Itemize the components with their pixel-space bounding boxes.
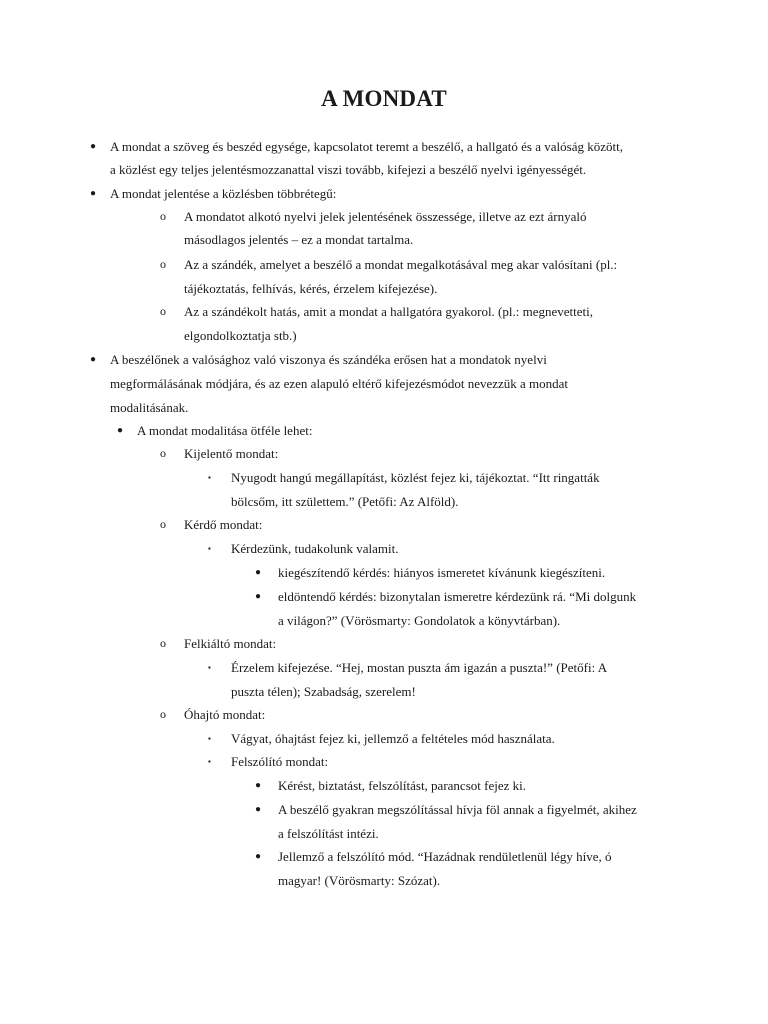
bullet-square-icon: ▪	[208, 473, 211, 482]
bullet-circle-icon: o	[160, 517, 166, 531]
list-item-line: Kérdő mondat:	[184, 517, 263, 532]
list-item-line: A mondatot alkotó nyelvi jelek jelentésének összessége, illetve az ezt árnyaló	[184, 209, 587, 224]
bullet-circle-icon: o	[160, 257, 166, 271]
list-item-line: Jellemző a felszólító mód. “Hazádnak rendületlenül légy híve, ó	[278, 849, 612, 864]
bullet-dot-icon: ●	[255, 851, 262, 862]
bullet-dot-icon: ●	[255, 591, 262, 602]
list-item-line: Vágyat, óhajtást fejez ki, jellemző a feltételes mód használata.	[231, 731, 555, 746]
list-item-line: puszta télen); Szabadság, szerelem!	[231, 684, 416, 699]
bullet-dot-icon: ●	[255, 567, 262, 578]
bullet-square-icon: ▪	[208, 757, 211, 766]
bullet-circle-icon: o	[160, 707, 166, 721]
page-title: A MONDAT	[321, 86, 447, 111]
bullet-dot-icon: ●	[90, 354, 97, 365]
list-item-line: Kijelentő mondat:	[184, 446, 279, 461]
list-item-line: Óhajtó mondat:	[184, 707, 266, 722]
list-item-line: A mondat a szöveg és beszéd egysége, kapcsolatot teremt a beszélő, a hallgató és a valóság között,	[110, 139, 623, 154]
list-item-line: megformálásának módjára, és az ezen alapuló eltérő kifejezésmódot nevezzük a mondat	[110, 376, 569, 391]
list-item-line: Kérést, biztatást, felszólítást, parancsot fejez ki.	[278, 778, 526, 793]
bullet-dot-icon: ●	[90, 141, 97, 152]
list-item-line: a világon?” (Vörösmarty: Gondolatok a könyvtárban).	[278, 613, 561, 628]
list-item-line: Kérdezünk, tudakolunk valamit.	[231, 541, 399, 556]
list-item-line: bölcsőm, itt születtem.” (Petőfi: Az Alföld).	[231, 494, 459, 509]
list-item-line: Nyugodt hangú megállapítást, közlést fejez ki, tájékoztat. “Itt ringatták	[231, 470, 600, 485]
list-item-line: a felszólítást intézi.	[278, 826, 379, 841]
list-item-line: A beszélőnek a valósághoz való viszonya és szándéka erősen hat a mondatok nyelvi	[110, 352, 547, 367]
bullet-dot-icon: ●	[255, 804, 262, 815]
list-item-line: magyar! (Vörösmarty: Szózat).	[278, 873, 441, 888]
list-item-line: kiegészítendő kérdés: hiányos ismeretet kívánunk kiegészíteni.	[278, 565, 606, 580]
bullet-dot-icon: ●	[90, 188, 97, 199]
bullet-dot-icon: ●	[255, 780, 262, 791]
list-item-line: A mondat jelentése a közlésben többrétegű:	[110, 186, 337, 201]
list-item-line: Az a szándék, amelyet a beszélő a mondat megalkotásával meg akar valósítani (pl.:	[184, 257, 618, 272]
list-item-line: modalitásának.	[110, 400, 189, 415]
list-item-line: A mondat modalitása ötféle lehet:	[137, 423, 313, 438]
list-item-line: Az a szándékolt hatás, amit a mondat a hallgatóra gyakorol. (pl.: megnevetteti,	[184, 304, 593, 319]
bullet-square-icon: ▪	[208, 544, 211, 553]
list-item-line: elgondolkoztatja stb.)	[184, 328, 297, 343]
bullet-circle-icon: o	[160, 304, 166, 318]
list-item-line: Felkiáltó mondat:	[184, 636, 277, 651]
list-item-line: A beszélő gyakran megszólítással hívja föl annak a figyelmét, akihez	[278, 802, 637, 817]
list-item-line: Érzelem kifejezése. “Hej, mostan puszta ám igazán a puszta!” (Petőfi: A	[231, 660, 608, 675]
list-item-line: tájékoztatás, felhívás, kérés, érzelem kifejezése).	[184, 281, 438, 296]
bullet-circle-icon: o	[160, 636, 166, 650]
bullet-square-icon: ▪	[208, 734, 211, 743]
list-item-line: másodlagos jelentés – ez a mondat tartalma.	[184, 232, 414, 247]
bullet-circle-icon: o	[160, 209, 166, 223]
bullet-circle-icon: o	[160, 446, 166, 460]
list-item-line: Felszólító mondat:	[231, 754, 329, 769]
list-item-line: eldöntendő kérdés: bizonytalan ismeretre kérdezünk rá. “Mi dolgunk	[278, 589, 637, 604]
bullet-dot-icon: ●	[117, 425, 124, 436]
bullet-square-icon: ▪	[208, 663, 211, 672]
list-item-line: a közlést egy teljes jelentésmozzanattal viszi tovább, kifejezi a beszélő nyelvi igényességét.	[110, 162, 587, 177]
